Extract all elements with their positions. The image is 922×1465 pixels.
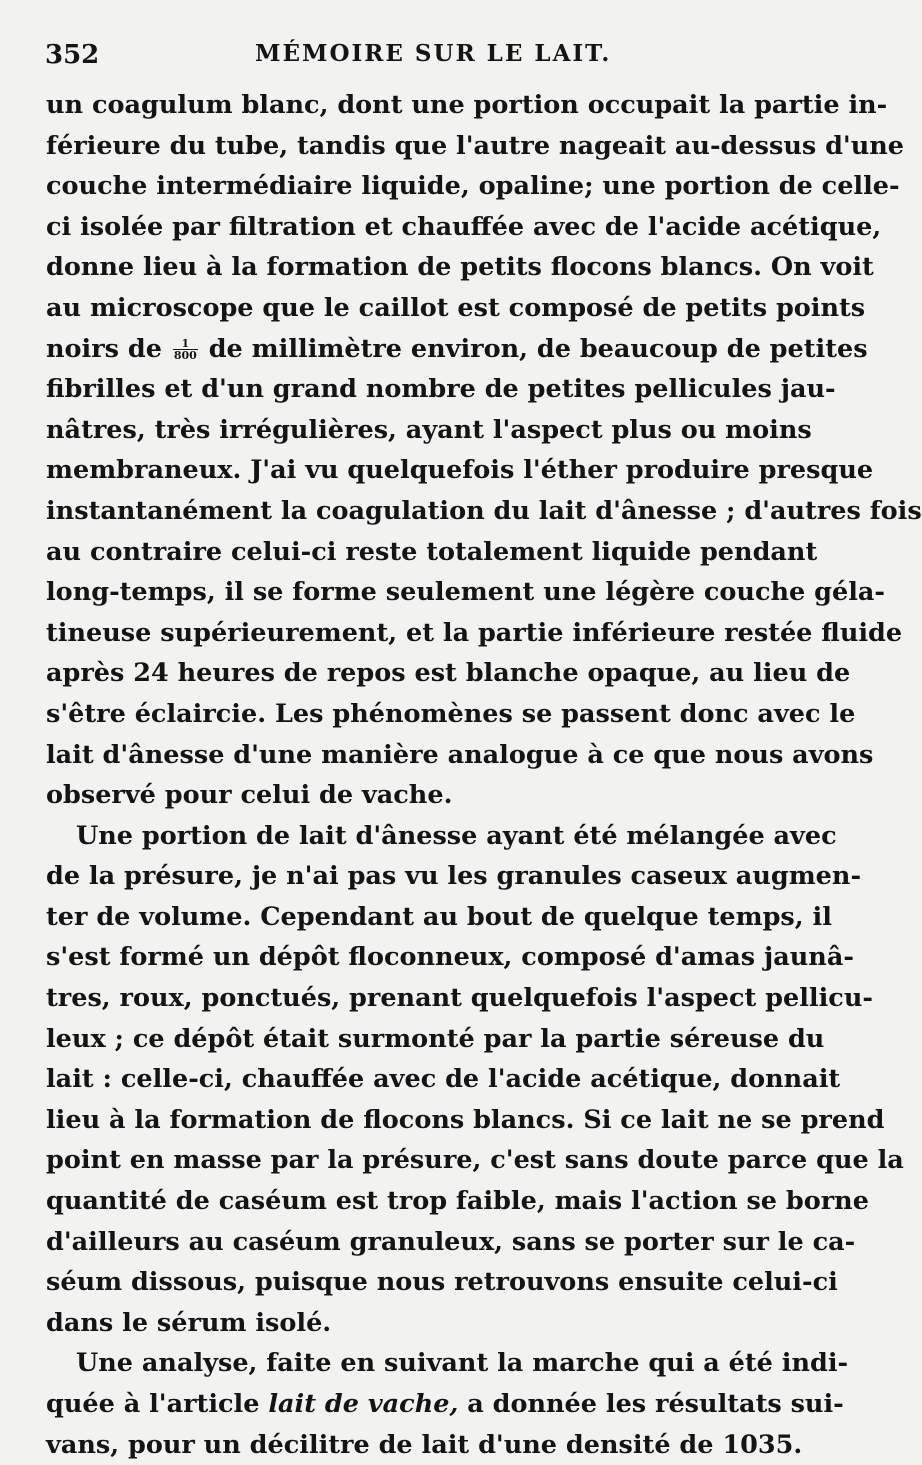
text-line-with-fraction: [46, 329, 868, 370]
text-line: nâtres, très irrégulières, ayant l'aspect plus ou moins: [46, 414, 812, 445]
fraction-numerator: 1: [173, 338, 198, 350]
text-line: fibrilles et d'un grand nombre de petites pellicules jau-: [46, 374, 836, 405]
italic-reference: lait de vache,: [268, 1389, 459, 1419]
text-line: lait d'ânesse d'une manière analogue à ce que nous avons: [46, 739, 874, 770]
text-line: ci isolée par filtration et chauffée avec de l'acide acétique,: [46, 211, 882, 242]
text-line: de la présure, je n'ai pas vu les granules caseux augmen-: [46, 861, 862, 892]
text-line: Une portion de lait d'ânesse ayant été mélangée avec: [76, 820, 837, 851]
text-line: au microscope que le caillot est composé de petits points: [46, 292, 866, 323]
text-line: tres, roux, ponctués, prenant quelquefois l'aspect pellicu-: [46, 983, 873, 1014]
text-line: s'est formé un dépôt floconneux, composé d'amas jaunâ-: [46, 942, 854, 973]
line-rest: a donnée les résultats sui-: [467, 1389, 844, 1419]
fraction-denominator: 800: [173, 349, 197, 363]
text-line: s'être éclaircie. Les phénomènes se passent donc avec le: [46, 698, 856, 729]
text-line: au contraire celui-ci reste totalement liquide pendant: [46, 536, 818, 567]
text-line: un coagulum blanc, dont une portion occupait la partie in-: [46, 90, 888, 120]
text-line: après 24 heures de repos est blanche opaque, au lieu de: [46, 658, 851, 689]
text-line: long-temps, il se forme seulement une légère couche géla-: [46, 577, 885, 608]
text-line: dans le sérum isolé.: [46, 1307, 332, 1338]
text-line: quantité de caséum est trop faible, mais l'action se borne: [46, 1186, 869, 1217]
running-head: [45, 40, 750, 74]
body-text: [46, 85, 922, 1465]
line-prefix: noirs de: [46, 333, 162, 364]
header-title: MÉMOIRE SUR LE LAIT.: [255, 40, 612, 67]
text-line: lieu à la formation de flocons blancs. Si ce lait ne se prend: [46, 1104, 885, 1135]
line-rest: de millimètre environ, de beaucoup de petites: [208, 333, 868, 364]
text-line: ter de volume. Cependant au bout de quelque temps, il: [46, 901, 832, 932]
text-line: membraneux. J'ai vu quelquefois l'éther produire presque: [46, 455, 874, 486]
text-line: Une analyse, faite en suivant la marche qui a été indi-: [76, 1348, 849, 1379]
text-line-with-italic: [46, 1384, 844, 1425]
text-line: leux ; ce dépôt était surmonté par la partie séreuse du: [46, 1023, 825, 1054]
text-line: tineuse supérieurement, et la partie inférieure restée fluide: [46, 617, 903, 648]
page-number: 352: [45, 40, 100, 70]
text-line: férieure du tube, tandis que l'autre nageait au-dessus d'une: [46, 130, 905, 161]
text-line: observé pour celui de vache.: [46, 780, 453, 811]
text-line: donne lieu à la formation de petits flocons blancs. On voit: [46, 252, 874, 283]
text-line: séum dissous, puisque nous retrouvons ensuite celui-ci: [46, 1267, 838, 1298]
line-prefix: quée à l'article: [46, 1389, 260, 1419]
text-line: d'ailleurs au caséum granuleux, sans se porter sur le ca-: [46, 1226, 856, 1257]
text-line: instantanément la coagulation du lait d'ânesse ; d'autres fois: [46, 495, 922, 526]
text-line: point en masse par la présure, c'est sans doute parce que la: [46, 1145, 904, 1176]
text-line: vans, pour un décilitre de lait d'une densité de 1035.: [46, 1429, 803, 1460]
text-line: lait : celle-ci, chauffée avec de l'acide acétique, donnait: [46, 1064, 841, 1095]
fraction: [173, 338, 198, 361]
text-line: couche intermédiaire liquide, opaline; une portion de celle-: [46, 171, 900, 202]
